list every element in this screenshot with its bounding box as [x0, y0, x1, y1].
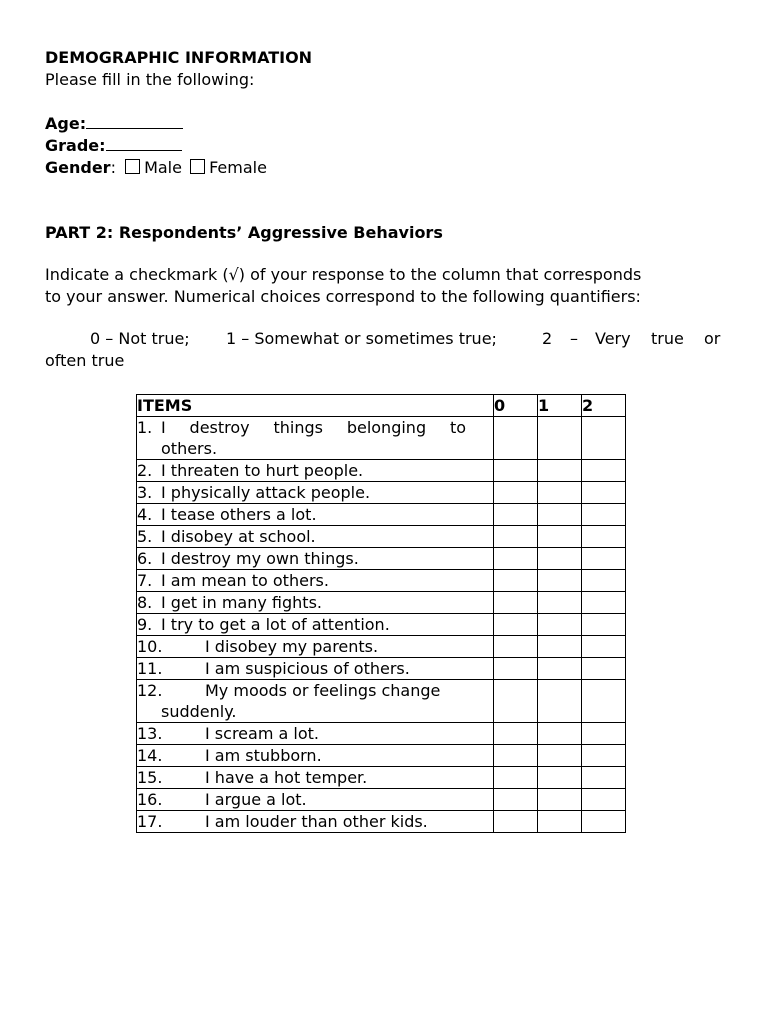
age-label: Age: — [45, 114, 87, 133]
quantifier-2-or: or — [704, 329, 721, 348]
item-text-continued: others. — [161, 439, 218, 458]
item-text: I am stubborn. — [205, 746, 322, 765]
response-cell-2[interactable] — [582, 789, 626, 811]
grade-field[interactable] — [106, 135, 182, 151]
item-text: I try to get a lot of attention. — [161, 615, 390, 634]
item-text: I threaten to hurt people. — [161, 461, 364, 480]
response-cell-2[interactable] — [582, 548, 626, 570]
item-number: 8. — [137, 593, 153, 612]
table-row — [137, 680, 626, 723]
response-cell-2[interactable] — [582, 767, 626, 789]
response-cell-1[interactable] — [538, 460, 582, 482]
item-text-continued: suddenly. — [161, 702, 237, 721]
item-cell — [137, 504, 494, 526]
item-text: I disobey my parents. — [205, 637, 379, 656]
response-cell-1[interactable] — [538, 614, 582, 636]
response-cell-1[interactable] — [538, 482, 582, 504]
item-number: 14. — [137, 746, 163, 765]
header-2: 2 — [582, 395, 626, 417]
item-cell — [137, 548, 494, 570]
response-cell-1[interactable] — [538, 658, 582, 680]
item-text: I physically attack people. — [161, 483, 371, 502]
gender-row — [45, 157, 725, 179]
response-cell-1[interactable] — [538, 723, 582, 745]
item-text: My moods or feelings change — [205, 681, 441, 700]
item-line — [137, 811, 493, 832]
item-cell — [137, 417, 494, 460]
part2-title: PART 2: Respondents’ Aggressive Behaviors — [45, 223, 443, 242]
item-text: I destroy my own things. — [161, 549, 359, 568]
response-cell-1[interactable] — [538, 789, 582, 811]
item-cell — [137, 592, 494, 614]
table-row — [137, 745, 626, 767]
response-cell-2[interactable] — [582, 526, 626, 548]
response-cell-2[interactable] — [582, 811, 626, 833]
item-number: 3. — [137, 483, 153, 502]
response-cell-0[interactable] — [494, 460, 538, 482]
item-number: 10. — [137, 637, 163, 656]
item-text: I disobey at school. — [161, 527, 316, 546]
item-text: I destroy things belonging to — [161, 418, 466, 437]
response-cell-2[interactable] — [582, 680, 626, 723]
items-header: ITEMS — [137, 395, 494, 417]
response-cell-0[interactable] — [494, 614, 538, 636]
table-row — [137, 811, 626, 833]
quantifier-2-num: 2 — [542, 329, 553, 348]
item-line — [137, 723, 493, 744]
item-line — [137, 504, 493, 525]
gender-colon: : — [110, 158, 116, 177]
item-cell — [137, 460, 494, 482]
item-text: I am mean to others. — [161, 571, 329, 590]
quantifier-2-dash: – — [570, 329, 578, 348]
table-row — [137, 482, 626, 504]
quantifier-2-true: true — [651, 329, 684, 348]
item-cell — [137, 789, 494, 811]
item-number: 2. — [137, 461, 153, 480]
table-row — [137, 592, 626, 614]
response-cell-0[interactable] — [494, 658, 538, 680]
response-cell-0[interactable] — [494, 570, 538, 592]
response-cell-1[interactable] — [538, 570, 582, 592]
item-line — [137, 636, 493, 657]
table-row — [137, 417, 626, 460]
female-checkbox[interactable] — [190, 159, 205, 174]
quantifiers-line — [45, 328, 725, 350]
response-cell-0[interactable] — [494, 548, 538, 570]
item-cell — [137, 745, 494, 767]
item-line — [137, 745, 493, 766]
response-cell-2[interactable] — [582, 504, 626, 526]
grade-label: Grade: — [45, 136, 106, 155]
table-row — [137, 504, 626, 526]
item-text: I argue a lot. — [205, 790, 307, 809]
response-cell-1[interactable] — [538, 548, 582, 570]
item-line — [137, 460, 493, 481]
item-number: 6. — [137, 549, 153, 568]
item-line — [137, 680, 493, 701]
item-text: I scream a lot. — [205, 724, 319, 743]
item-number: 1. — [137, 418, 153, 437]
item-number: 13. — [137, 724, 163, 743]
response-cell-1[interactable] — [538, 767, 582, 789]
item-text: I am suspicious of others. — [205, 659, 410, 678]
item-number: 16. — [137, 790, 163, 809]
response-cell-0[interactable] — [494, 767, 538, 789]
item-line — [137, 789, 493, 810]
item-number: 11. — [137, 659, 163, 678]
table-row — [137, 570, 626, 592]
quantifier-1: 1 – Somewhat or sometimes true; — [226, 329, 497, 348]
item-cell — [137, 570, 494, 592]
response-cell-2[interactable] — [582, 723, 626, 745]
gender-label: Gender — [45, 158, 111, 177]
items-body — [137, 417, 626, 833]
response-cell-1[interactable] — [538, 504, 582, 526]
response-cell-1[interactable] — [538, 592, 582, 614]
response-cell-2[interactable] — [582, 482, 626, 504]
table-row — [137, 789, 626, 811]
item-line — [137, 417, 493, 438]
part2-instruction-line2: to your answer. Numerical choices correspond to the following quantifiers: — [45, 287, 641, 306]
item-number: 15. — [137, 768, 163, 787]
item-line — [137, 767, 493, 788]
response-cell-2[interactable] — [582, 658, 626, 680]
demographic-title: DEMOGRAPHIC INFORMATION — [45, 48, 313, 67]
response-cell-0[interactable] — [494, 417, 538, 460]
part2-instruction-line1: Indicate a checkmark (√) of your response to the column that corresponds — [45, 265, 642, 284]
quantifier-0: 0 – Not true; — [90, 329, 190, 348]
table-row — [137, 767, 626, 789]
item-cell — [137, 811, 494, 833]
demographic-instruction: Please fill in the following: — [45, 70, 255, 89]
item-number: 5. — [137, 527, 153, 546]
response-cell-1[interactable] — [538, 526, 582, 548]
table-row — [137, 460, 626, 482]
table-row — [137, 636, 626, 658]
item-line — [137, 548, 493, 569]
demographic-section — [45, 47, 725, 372]
header-1: 1 — [538, 395, 582, 417]
response-cell-0[interactable] — [494, 526, 538, 548]
response-cell-2[interactable] — [582, 417, 626, 460]
item-number: 4. — [137, 505, 153, 524]
response-cell-1[interactable] — [538, 417, 582, 460]
item-cell — [137, 526, 494, 548]
table-row — [137, 526, 626, 548]
item-text: I have a hot temper. — [205, 768, 368, 787]
table-header-row — [137, 395, 626, 417]
item-cell — [137, 482, 494, 504]
table-row — [137, 614, 626, 636]
item-cell — [137, 723, 494, 745]
response-cell-1[interactable] — [538, 745, 582, 767]
item-cell — [137, 680, 494, 723]
item-cell — [137, 636, 494, 658]
response-cell-2[interactable] — [582, 570, 626, 592]
item-cell — [137, 614, 494, 636]
table-row — [137, 658, 626, 680]
response-cell-1[interactable] — [538, 680, 582, 723]
response-cell-2[interactable] — [582, 745, 626, 767]
item-line — [137, 592, 493, 613]
table-row — [137, 548, 626, 570]
item-number: 12. — [137, 681, 163, 700]
item-text: I tease others a lot. — [161, 505, 317, 524]
item-cell — [137, 767, 494, 789]
age-field[interactable] — [86, 113, 183, 129]
response-cell-0[interactable] — [494, 636, 538, 658]
response-cell-0[interactable] — [494, 592, 538, 614]
item-cell — [137, 658, 494, 680]
item-text: I am louder than other kids. — [205, 812, 428, 831]
response-cell-0[interactable] — [494, 723, 538, 745]
item-line — [137, 570, 493, 591]
header-0: 0 — [494, 395, 538, 417]
response-cell-0[interactable] — [494, 482, 538, 504]
response-cell-0[interactable] — [494, 680, 538, 723]
response-cell-2[interactable] — [582, 460, 626, 482]
response-cell-0[interactable] — [494, 504, 538, 526]
item-line — [137, 658, 493, 679]
female-label: Female — [209, 158, 267, 177]
item-line — [137, 482, 493, 503]
response-cell-1[interactable] — [538, 636, 582, 658]
grade-row — [45, 135, 725, 157]
age-row — [45, 113, 725, 135]
response-cell-2[interactable] — [582, 592, 626, 614]
male-checkbox[interactable] — [125, 159, 140, 174]
item-number: 7. — [137, 571, 153, 590]
quantifier-2-cont: often true — [45, 351, 125, 370]
response-cell-2[interactable] — [582, 614, 626, 636]
item-text: I get in many fights. — [161, 593, 322, 612]
item-number: 9. — [137, 615, 153, 634]
response-cell-0[interactable] — [494, 745, 538, 767]
response-cell-0[interactable] — [494, 789, 538, 811]
aggression-items-table — [136, 394, 626, 833]
item-line — [137, 614, 493, 635]
response-cell-1[interactable] — [538, 811, 582, 833]
response-cell-0[interactable] — [494, 811, 538, 833]
item-line — [137, 526, 493, 547]
response-cell-2[interactable] — [582, 636, 626, 658]
item-number: 17. — [137, 812, 163, 831]
quantifier-2-very: Very — [595, 329, 631, 348]
table-row — [137, 723, 626, 745]
male-label: Male — [144, 158, 182, 177]
